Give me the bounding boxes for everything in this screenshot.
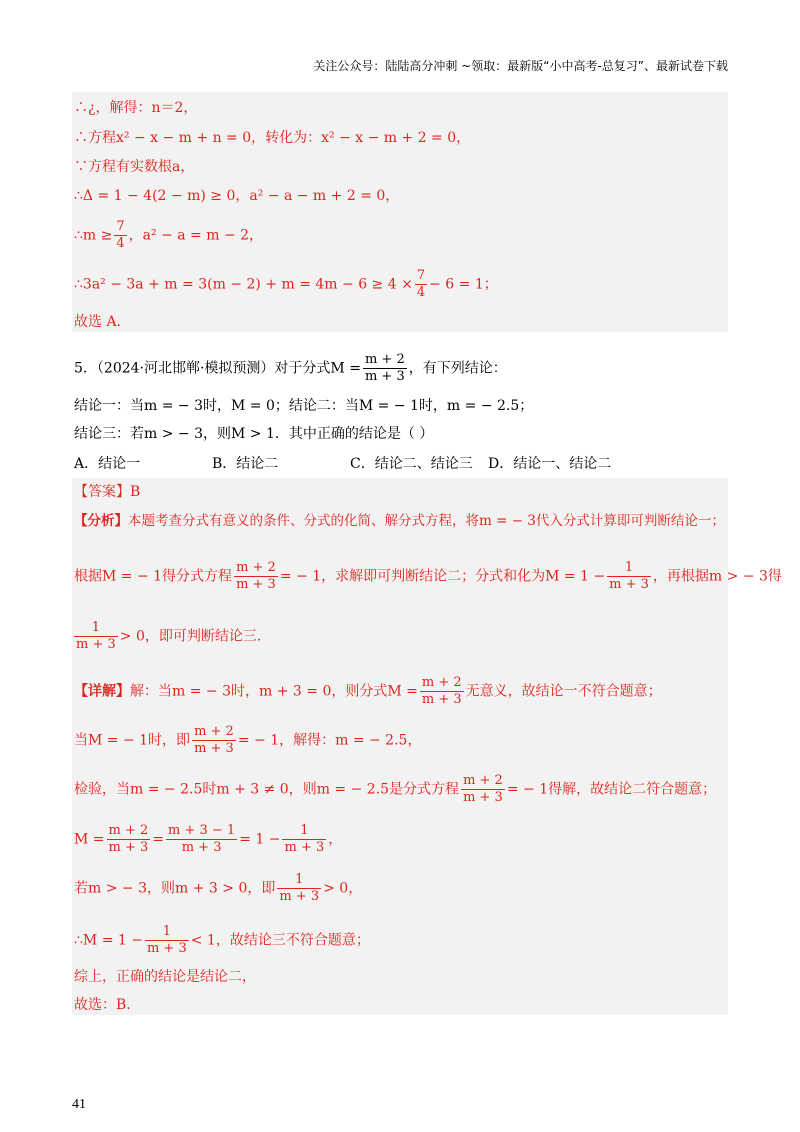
option-d[interactable]: D．结论一、结论二 — [488, 456, 612, 472]
solution-line-5-text: ∴m ≥ — [74, 227, 113, 244]
fraction-denominator: m + 3 — [609, 577, 649, 592]
fraction — [234, 560, 278, 593]
fraction-numerator: 1 — [162, 924, 171, 939]
fraction-numerator: m + 3 − 1 — [168, 823, 236, 838]
fraction-numerator: m + 2 — [463, 773, 503, 788]
solution-line-3: ∵方程有实数根a， — [74, 159, 195, 175]
equals-sign: = — [152, 831, 165, 848]
fraction-denominator: 4 — [116, 236, 125, 251]
fraction-denominator: m + 3 — [194, 741, 234, 756]
question-stem — [74, 352, 507, 385]
fraction-denominator: m + 3 — [76, 637, 116, 652]
detail-line-1-tail: 无意义，故结论一不符合题意； — [465, 683, 662, 700]
detail-line-2-tail: = − 1，解得：m = − 2.5， — [237, 732, 422, 749]
fraction-denominator: m + 3 — [284, 840, 325, 855]
fraction-denominator: m + 3 — [166, 839, 237, 856]
detail-line-8: 故选：B. — [74, 997, 131, 1013]
question-conclusion-3: 结论三：若m > − 3，则M > 1．其中正确的结论是（ ） — [74, 426, 434, 442]
analysis-line-2-text: 根据M = − 1得分式方程 — [74, 568, 233, 585]
fraction — [420, 675, 464, 708]
detail-line-2 — [74, 724, 421, 757]
solution-line-2: ∴方程x² − x − m + n = 0，转化为：x² − x − m + 2 = 0， — [74, 130, 471, 146]
fraction-numerator: 1 — [295, 872, 304, 887]
analysis-line-2-tail: ，再根据m > − 3得 — [652, 568, 782, 585]
solution-line-5 — [74, 219, 263, 252]
detail-line-2-text: 当M = − 1时，即 — [74, 732, 191, 749]
question-conclusions-1-2: 结论一：当m = − 3时，M = 0；结论二：当M = − 1时，m = − 2.5； — [74, 398, 534, 414]
analysis-line-2 — [74, 560, 782, 593]
page-number: 41 — [72, 1097, 86, 1112]
analysis-line-3 — [74, 620, 261, 653]
solution-line-4: ∴Δ = 1 − 4(2 − m) ≥ 0，a² − a − m + 2 = 0， — [74, 188, 400, 204]
fraction — [145, 924, 189, 957]
fraction — [607, 560, 651, 593]
fraction — [415, 268, 427, 301]
fraction-numerator: m + 2 — [421, 675, 462, 690]
solution-line-5-tail: ，a² − a = m − 2， — [128, 227, 264, 244]
fraction — [74, 620, 118, 653]
fraction — [114, 219, 126, 252]
detail-line-4-tail: ， — [328, 831, 343, 848]
detail-line-5-tail: > 0， — [323, 880, 363, 897]
detail-line-3 — [74, 773, 716, 806]
option-c[interactable]: C．结论二、结论三 — [350, 456, 473, 472]
fraction-numerator: m + 2 — [236, 560, 276, 575]
fraction-denominator: 4 — [416, 285, 426, 300]
fraction-numerator: 7 — [416, 268, 426, 283]
fraction — [461, 773, 505, 806]
detail-line-3-text: 检验，当m = − 2.5时m + 3 ≠ 0，则m = − 2.5是分式方程 — [74, 781, 460, 798]
fraction — [107, 823, 151, 856]
solution-line-7: 故选 A. — [74, 314, 122, 330]
question-stem-text: 5．（2024·河北邯郸·模拟预测）对于分式M = — [74, 360, 361, 377]
page-header: 关注公众号：陆陆高分冲刺 ~领取：最新版“小中高考-总复习”、最新试卷下载 — [313, 59, 728, 73]
detail-line-4-text: M = — [74, 831, 105, 848]
fraction-denominator: m + 3 — [421, 692, 462, 707]
answer-options — [74, 454, 611, 474]
solution-line-6 — [74, 268, 498, 301]
analysis-line-1 — [74, 511, 725, 531]
fraction-denominator: m + 3 — [108, 840, 149, 855]
fraction-numerator: m + 2 — [108, 823, 149, 838]
detail-line-4 — [74, 823, 342, 856]
analysis-text: 本题考查分式有意义的条件、分式的化简、解分式方程，将m = − 3代入分式计算即可判断结论一； — [128, 513, 725, 529]
fraction — [282, 823, 326, 856]
detail-line-6-text: ∴M = 1 − — [74, 932, 143, 949]
fraction — [192, 724, 236, 757]
fraction-numerator: 7 — [116, 219, 125, 234]
answer-line: 【答案】B — [74, 484, 141, 500]
fraction-numerator: 1 — [624, 560, 634, 575]
fraction-denominator: m + 3 — [463, 790, 503, 805]
question-stem-tail: ，有下列结论： — [408, 360, 507, 377]
fraction-denominator: m + 3 — [364, 369, 405, 384]
fraction — [363, 352, 407, 385]
detail-line-6-tail: < 1，故结论三不符合题意； — [190, 932, 370, 949]
analysis-line-3-tail: > 0，即可判断结论三. — [119, 628, 262, 645]
detail-line-1-text: 解：当m = − 3时，m + 3 = 0，则分式M = — [130, 683, 418, 700]
fraction-numerator: 1 — [300, 823, 309, 838]
fraction-denominator: m + 3 — [279, 889, 320, 904]
fraction-denominator: m + 3 — [146, 941, 187, 956]
solution-line-6-text: ∴3a² − 3a + m = 3(m − 2) + m = 4m − 6 ≥ 4 × — [74, 276, 413, 293]
detail-line-1 — [74, 675, 662, 708]
analysis-tag: 【分析】 — [74, 513, 128, 529]
detail-line-4-mid: = 1 − — [239, 831, 281, 848]
solution-line-6-tail: − 6 = 1； — [429, 276, 498, 293]
fraction-numerator: m + 2 — [194, 724, 234, 739]
detail-line-5 — [74, 872, 362, 905]
detail-tag: 【详解】 — [74, 683, 130, 700]
option-b[interactable]: B．结论二 — [212, 456, 279, 472]
detail-line-3-tail: = − 1得解，故结论二符合题意； — [506, 781, 717, 798]
option-a[interactable]: A．结论一 — [74, 456, 141, 472]
fraction — [277, 872, 321, 905]
fraction-numerator: 1 — [91, 620, 101, 635]
analysis-line-2-mid: = − 1，求解即可判断结论二；分式和化为M = 1 − — [279, 568, 606, 585]
solution-line-1: ∴¿，解得：n＝2， — [74, 100, 198, 116]
detail-line-7: 综上，正确的结论是结论二， — [74, 969, 256, 985]
fraction-numerator: m + 2 — [364, 352, 405, 367]
detail-line-5-text: 若m > − 3，则m + 3 > 0，即 — [74, 880, 276, 897]
fraction-denominator: m + 3 — [236, 577, 276, 592]
detail-line-6 — [74, 924, 370, 957]
fraction — [166, 823, 237, 856]
